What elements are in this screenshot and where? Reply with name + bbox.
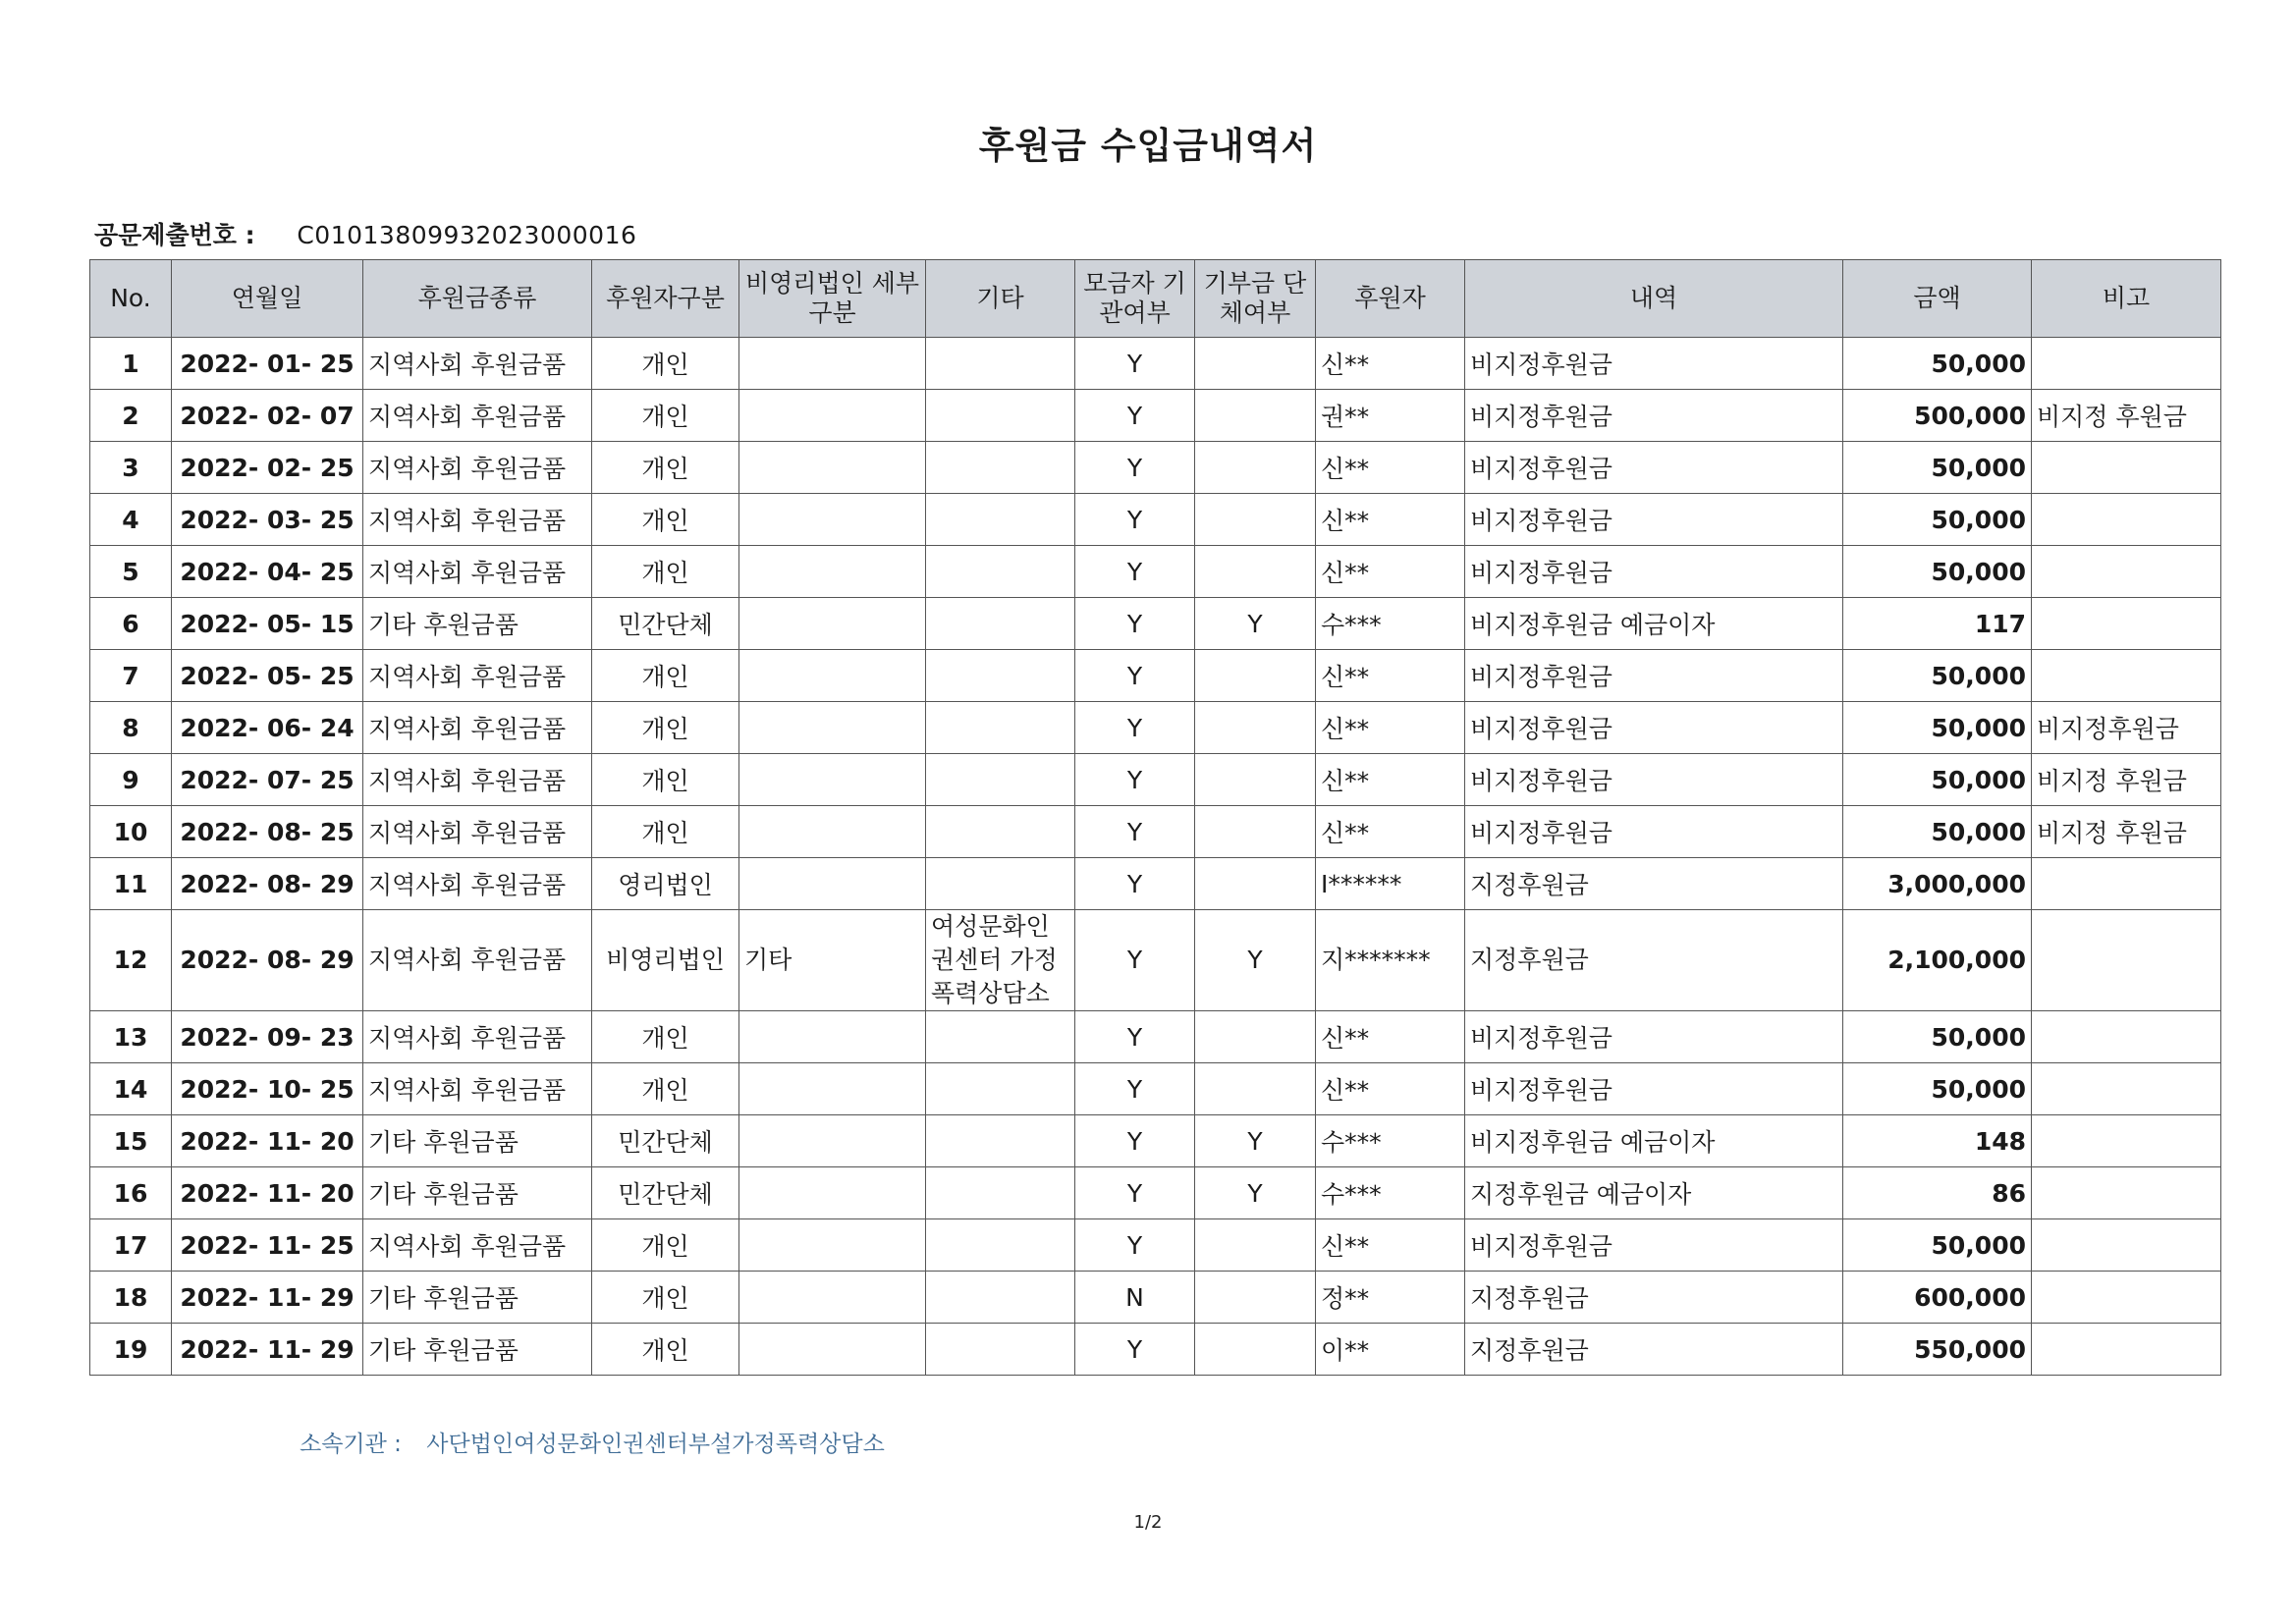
cell-remarks: [2032, 546, 2221, 598]
cell-donor: 신**: [1316, 1011, 1465, 1063]
cell-donor: 신**: [1316, 494, 1465, 546]
cell-donor-class: 개인: [592, 1011, 739, 1063]
cell-donation-org: [1195, 754, 1316, 806]
cell-no: 3: [90, 442, 172, 494]
cell-nonprofit-sub: [739, 1272, 926, 1324]
cell-nonprofit-sub: [739, 442, 926, 494]
cell-donation-org: [1195, 1324, 1316, 1376]
cell-donor-class: 개인: [592, 650, 739, 702]
cell-etc: [926, 1219, 1075, 1272]
cell-donation-org: [1195, 1011, 1316, 1063]
cell-type: 지역사회 후원금품: [363, 1063, 592, 1115]
table-row: [90, 1219, 2221, 1272]
cell-fundraiser: Y: [1075, 1011, 1195, 1063]
cell-remarks: [2032, 1324, 2221, 1376]
cell-type: 기타 후원금품: [363, 1167, 592, 1219]
cell-nonprofit-sub: [739, 1063, 926, 1115]
cell-donation-org: [1195, 1272, 1316, 1324]
cell-remarks: [2032, 910, 2221, 1011]
cell-date: 2022- 08- 29: [172, 858, 363, 910]
cell-date: 2022- 05- 25: [172, 650, 363, 702]
cell-donation-org: [1195, 390, 1316, 442]
cell-type: 지역사회 후원금품: [363, 702, 592, 754]
cell-details: 지정후원금: [1465, 1272, 1843, 1324]
cell-no: 17: [90, 1219, 172, 1272]
cell-donation-org: [1195, 702, 1316, 754]
cell-date: 2022- 08- 25: [172, 806, 363, 858]
cell-donor: 수***: [1316, 598, 1465, 650]
cell-fundraiser: N: [1075, 1272, 1195, 1324]
cell-details: 지정후원금 예금이자: [1465, 1167, 1843, 1219]
cell-date: 2022- 11- 20: [172, 1115, 363, 1167]
cell-donor: 신**: [1316, 806, 1465, 858]
cell-donor-class: 개인: [592, 546, 739, 598]
cell-remarks: [2032, 598, 2221, 650]
cell-nonprofit-sub: [739, 1324, 926, 1376]
cell-amount: 550,000: [1843, 1324, 2032, 1376]
table-row: [90, 754, 2221, 806]
cell-remarks: [2032, 1272, 2221, 1324]
cell-type: 지역사회 후원금품: [363, 338, 592, 390]
cell-no: 19: [90, 1324, 172, 1376]
cell-amount: 50,000: [1843, 806, 2032, 858]
cell-etc: [926, 1324, 1075, 1376]
header-donor: 후원자: [1316, 260, 1465, 338]
cell-no: 16: [90, 1167, 172, 1219]
cell-nonprofit-sub: [739, 1167, 926, 1219]
cell-date: 2022- 11- 25: [172, 1219, 363, 1272]
table-row: [90, 910, 2221, 1011]
cell-etc: [926, 1063, 1075, 1115]
cell-amount: 50,000: [1843, 1011, 2032, 1063]
cell-date: 2022- 09- 23: [172, 1011, 363, 1063]
cell-date: 2022- 05- 15: [172, 598, 363, 650]
cell-type: 기타 후원금품: [363, 1272, 592, 1324]
cell-details: 비지정후원금: [1465, 1219, 1843, 1272]
cell-details: 지정후원금: [1465, 1324, 1843, 1376]
cell-etc: [926, 598, 1075, 650]
cell-nonprofit-sub: [739, 1011, 926, 1063]
cell-etc: [926, 442, 1075, 494]
cell-etc: [926, 1011, 1075, 1063]
table-row: [90, 1011, 2221, 1063]
cell-details: 지정후원금: [1465, 910, 1843, 1011]
cell-fundraiser: Y: [1075, 598, 1195, 650]
cell-type: 지역사회 후원금품: [363, 858, 592, 910]
header-date: 연월일: [172, 260, 363, 338]
cell-no: 12: [90, 910, 172, 1011]
cell-donor-class: 영리법인: [592, 858, 739, 910]
cell-details: 지정후원금: [1465, 858, 1843, 910]
table-row: [90, 494, 2221, 546]
table-row: [90, 1115, 2221, 1167]
table-row: [90, 1272, 2221, 1324]
table-row: [90, 442, 2221, 494]
cell-no: 1: [90, 338, 172, 390]
cell-details: 비지정후원금 예금이자: [1465, 598, 1843, 650]
cell-amount: 500,000: [1843, 390, 2032, 442]
cell-donor-class: 개인: [592, 702, 739, 754]
cell-donor-class: 민간단체: [592, 1167, 739, 1219]
cell-nonprofit-sub: 기타: [739, 910, 926, 1011]
cell-donation-org: Y: [1195, 598, 1316, 650]
cell-etc: [926, 494, 1075, 546]
table-row: [90, 858, 2221, 910]
cell-remarks: [2032, 858, 2221, 910]
cell-donor: I******: [1316, 858, 1465, 910]
cell-donor-class: 민간단체: [592, 1115, 739, 1167]
table-row: [90, 338, 2221, 390]
cell-donor-class: 개인: [592, 1063, 739, 1115]
cell-donor: 수***: [1316, 1167, 1465, 1219]
cell-remarks: 비지정 후원금: [2032, 390, 2221, 442]
cell-fundraiser: Y: [1075, 754, 1195, 806]
cell-nonprofit-sub: [739, 598, 926, 650]
cell-fundraiser: Y: [1075, 910, 1195, 1011]
table-row: [90, 702, 2221, 754]
cell-details: 비지정후원금: [1465, 1063, 1843, 1115]
cell-donation-org: Y: [1195, 910, 1316, 1011]
cell-type: 지역사회 후원금품: [363, 546, 592, 598]
cell-details: 비지정후원금: [1465, 806, 1843, 858]
cell-type: 지역사회 후원금품: [363, 1011, 592, 1063]
cell-donor: 신**: [1316, 754, 1465, 806]
cell-no: 11: [90, 858, 172, 910]
table-row: [90, 546, 2221, 598]
cell-donor: 신**: [1316, 546, 1465, 598]
cell-date: 2022- 06- 24: [172, 702, 363, 754]
cell-type: 지역사회 후원금품: [363, 390, 592, 442]
cell-fundraiser: Y: [1075, 546, 1195, 598]
cell-donor-class: 개인: [592, 442, 739, 494]
table-row: [90, 1167, 2221, 1219]
cell-etc: [926, 858, 1075, 910]
cell-donor: 신**: [1316, 650, 1465, 702]
cell-remarks: [2032, 1011, 2221, 1063]
cell-donation-org: [1195, 338, 1316, 390]
cell-donor-class: 개인: [592, 806, 739, 858]
cell-nonprofit-sub: [739, 390, 926, 442]
cell-fundraiser: Y: [1075, 702, 1195, 754]
cell-fundraiser: Y: [1075, 858, 1195, 910]
cell-fundraiser: Y: [1075, 650, 1195, 702]
cell-donation-org: [1195, 858, 1316, 910]
cell-fundraiser: Y: [1075, 806, 1195, 858]
cell-donor-class: 민간단체: [592, 598, 739, 650]
cell-etc: [926, 1115, 1075, 1167]
cell-type: 지역사회 후원금품: [363, 442, 592, 494]
donation-income-table: [89, 259, 2221, 1376]
cell-donation-org: [1195, 1063, 1316, 1115]
cell-donor: 신**: [1316, 1219, 1465, 1272]
cell-nonprofit-sub: [739, 494, 926, 546]
cell-date: 2022- 11- 29: [172, 1324, 363, 1376]
affiliation-footer: [300, 1426, 885, 1458]
cell-details: 비지정후원금: [1465, 494, 1843, 546]
cell-nonprofit-sub: [739, 806, 926, 858]
cell-donation-org: [1195, 494, 1316, 546]
cell-remarks: [2032, 1063, 2221, 1115]
header-nonprofit-sub: 비영리법인 세부구분: [739, 260, 926, 338]
cell-type: 지역사회 후원금품: [363, 494, 592, 546]
doc-number-label: 공문제출번호 :: [94, 221, 255, 249]
cell-donor: 신**: [1316, 442, 1465, 494]
cell-no: 10: [90, 806, 172, 858]
cell-amount: 50,000: [1843, 702, 2032, 754]
cell-fundraiser: Y: [1075, 1219, 1195, 1272]
cell-amount: 50,000: [1843, 650, 2032, 702]
header-etc: 기타: [926, 260, 1075, 338]
cell-remarks: 비지정후원금: [2032, 702, 2221, 754]
cell-remarks: 비지정 후원금: [2032, 806, 2221, 858]
cell-fundraiser: Y: [1075, 1167, 1195, 1219]
header-donor-class: 후원자구분: [592, 260, 739, 338]
table-row: [90, 1063, 2221, 1115]
doc-number-value: C0101380993202300​0016: [297, 221, 637, 249]
cell-etc: [926, 702, 1075, 754]
cell-no: 4: [90, 494, 172, 546]
table-row: [90, 650, 2221, 702]
cell-details: 비지정후원금: [1465, 546, 1843, 598]
cell-no: 6: [90, 598, 172, 650]
cell-fundraiser: Y: [1075, 390, 1195, 442]
cell-amount: 148: [1843, 1115, 2032, 1167]
cell-donation-org: [1195, 546, 1316, 598]
cell-remarks: [2032, 1115, 2221, 1167]
cell-donor: 정**: [1316, 1272, 1465, 1324]
cell-type: 기타 후원금품: [363, 598, 592, 650]
cell-date: 2022- 08- 29: [172, 910, 363, 1011]
cell-donation-org: [1195, 1219, 1316, 1272]
cell-amount: 50,000: [1843, 442, 2032, 494]
page-title: 후원금 수입금내역서: [978, 125, 1318, 167]
cell-date: 2022- 02- 25: [172, 442, 363, 494]
header-fundraiser: 모금자 기관여부: [1075, 260, 1195, 338]
cell-etc: 여성문화인권센터 가정폭력상담소: [926, 910, 1075, 1011]
cell-no: 14: [90, 1063, 172, 1115]
cell-fundraiser: Y: [1075, 1063, 1195, 1115]
cell-type: 기타 후원금품: [363, 1324, 592, 1376]
cell-nonprofit-sub: [739, 1115, 926, 1167]
cell-no: 13: [90, 1011, 172, 1063]
cell-details: 비지정후원금: [1465, 702, 1843, 754]
cell-no: 15: [90, 1115, 172, 1167]
affiliation-label: 소속기관 :: [300, 1432, 402, 1457]
cell-donor-class: 개인: [592, 1272, 739, 1324]
cell-amount: 50,000: [1843, 1063, 2032, 1115]
cell-amount: 117: [1843, 598, 2032, 650]
cell-details: 비지정후원금: [1465, 442, 1843, 494]
cell-donor: 수***: [1316, 1115, 1465, 1167]
cell-nonprofit-sub: [739, 1219, 926, 1272]
cell-donation-org: Y: [1195, 1167, 1316, 1219]
cell-no: 5: [90, 546, 172, 598]
table-row: [90, 1324, 2221, 1376]
cell-donor-class: 개인: [592, 1219, 739, 1272]
cell-donation-org: [1195, 806, 1316, 858]
cell-amount: 600,000: [1843, 1272, 2032, 1324]
cell-nonprofit-sub: [739, 754, 926, 806]
table-header-row: [90, 260, 2221, 338]
cell-nonprofit-sub: [739, 650, 926, 702]
cell-etc: [926, 1272, 1075, 1324]
cell-no: 8: [90, 702, 172, 754]
cell-fundraiser: Y: [1075, 494, 1195, 546]
header-amount: 금액: [1843, 260, 2032, 338]
header-remarks: 비고: [2032, 260, 2221, 338]
cell-etc: [926, 754, 1075, 806]
cell-type: 지역사회 후원금품: [363, 910, 592, 1011]
cell-no: 18: [90, 1272, 172, 1324]
header-details: 내역: [1465, 260, 1843, 338]
cell-remarks: [2032, 338, 2221, 390]
cell-donor-class: 개인: [592, 494, 739, 546]
cell-remarks: [2032, 1219, 2221, 1272]
cell-amount: 3,000,000: [1843, 858, 2032, 910]
cell-amount: 2,100,000: [1843, 910, 2032, 1011]
cell-details: 비지정후원금: [1465, 338, 1843, 390]
cell-donor: 권**: [1316, 390, 1465, 442]
cell-type: 지역사회 후원금품: [363, 650, 592, 702]
cell-donation-org: [1195, 650, 1316, 702]
cell-type: 지역사회 후원금품: [363, 1219, 592, 1272]
cell-type: 기타 후원금품: [363, 1115, 592, 1167]
cell-no: 7: [90, 650, 172, 702]
cell-donor: 신**: [1316, 702, 1465, 754]
cell-donor: 신**: [1316, 1063, 1465, 1115]
cell-etc: [926, 390, 1075, 442]
cell-type: 지역사회 후원금품: [363, 806, 592, 858]
doc-number-row: [94, 216, 636, 251]
cell-donor: 지*******: [1316, 910, 1465, 1011]
cell-date: 2022- 03- 25: [172, 494, 363, 546]
header-donation-org: 기부금 단체여부: [1195, 260, 1316, 338]
cell-details: 비지정후원금: [1465, 650, 1843, 702]
cell-fundraiser: Y: [1075, 338, 1195, 390]
cell-donor: 신**: [1316, 338, 1465, 390]
cell-remarks: [2032, 1167, 2221, 1219]
page-number: 1/2: [1133, 1512, 1163, 1533]
cell-amount: 50,000: [1843, 338, 2032, 390]
cell-amount: 50,000: [1843, 546, 2032, 598]
cell-nonprofit-sub: [739, 858, 926, 910]
cell-donor-class: 개인: [592, 390, 739, 442]
affiliation-value: 사단법인여성문화인권센터부설가정폭력상담소: [426, 1432, 885, 1457]
cell-etc: [926, 338, 1075, 390]
cell-amount: 86: [1843, 1167, 2032, 1219]
cell-details: 비지정후원금: [1465, 1011, 1843, 1063]
cell-fundraiser: Y: [1075, 1324, 1195, 1376]
cell-donor-class: 비영리법인: [592, 910, 739, 1011]
cell-amount: 50,000: [1843, 754, 2032, 806]
cell-no: 2: [90, 390, 172, 442]
cell-remarks: [2032, 442, 2221, 494]
cell-date: 2022- 10- 25: [172, 1063, 363, 1115]
cell-fundraiser: Y: [1075, 442, 1195, 494]
cell-nonprofit-sub: [739, 546, 926, 598]
cell-amount: 50,000: [1843, 1219, 2032, 1272]
cell-donation-org: Y: [1195, 1115, 1316, 1167]
cell-no: 9: [90, 754, 172, 806]
cell-details: 비지정후원금: [1465, 390, 1843, 442]
cell-etc: [926, 1167, 1075, 1219]
cell-date: 2022- 11- 29: [172, 1272, 363, 1324]
cell-etc: [926, 650, 1075, 702]
cell-remarks: [2032, 494, 2221, 546]
cell-fundraiser: Y: [1075, 1115, 1195, 1167]
cell-etc: [926, 806, 1075, 858]
cell-donor-class: 개인: [592, 338, 739, 390]
cell-donor-class: 개인: [592, 754, 739, 806]
cell-details: 비지정후원금 예금이자: [1465, 1115, 1843, 1167]
table-row: [90, 390, 2221, 442]
cell-remarks: 비지정 후원금: [2032, 754, 2221, 806]
table-body: [90, 338, 2221, 1376]
cell-donor-class: 개인: [592, 1324, 739, 1376]
cell-details: 비지정후원금: [1465, 754, 1843, 806]
cell-amount: 50,000: [1843, 494, 2032, 546]
header-type: 후원금종류: [363, 260, 592, 338]
cell-date: 2022- 02- 07: [172, 390, 363, 442]
cell-nonprofit-sub: [739, 338, 926, 390]
header-no: No.: [90, 260, 172, 338]
cell-remarks: [2032, 650, 2221, 702]
cell-date: 2022- 04- 25: [172, 546, 363, 598]
cell-donation-org: [1195, 442, 1316, 494]
cell-date: 2022- 11- 20: [172, 1167, 363, 1219]
cell-donor: 이**: [1316, 1324, 1465, 1376]
cell-nonprofit-sub: [739, 702, 926, 754]
table-row: [90, 598, 2221, 650]
cell-date: 2022- 01- 25: [172, 338, 363, 390]
cell-etc: [926, 546, 1075, 598]
table-row: [90, 806, 2221, 858]
cell-date: 2022- 07- 25: [172, 754, 363, 806]
cell-type: 지역사회 후원금품: [363, 754, 592, 806]
